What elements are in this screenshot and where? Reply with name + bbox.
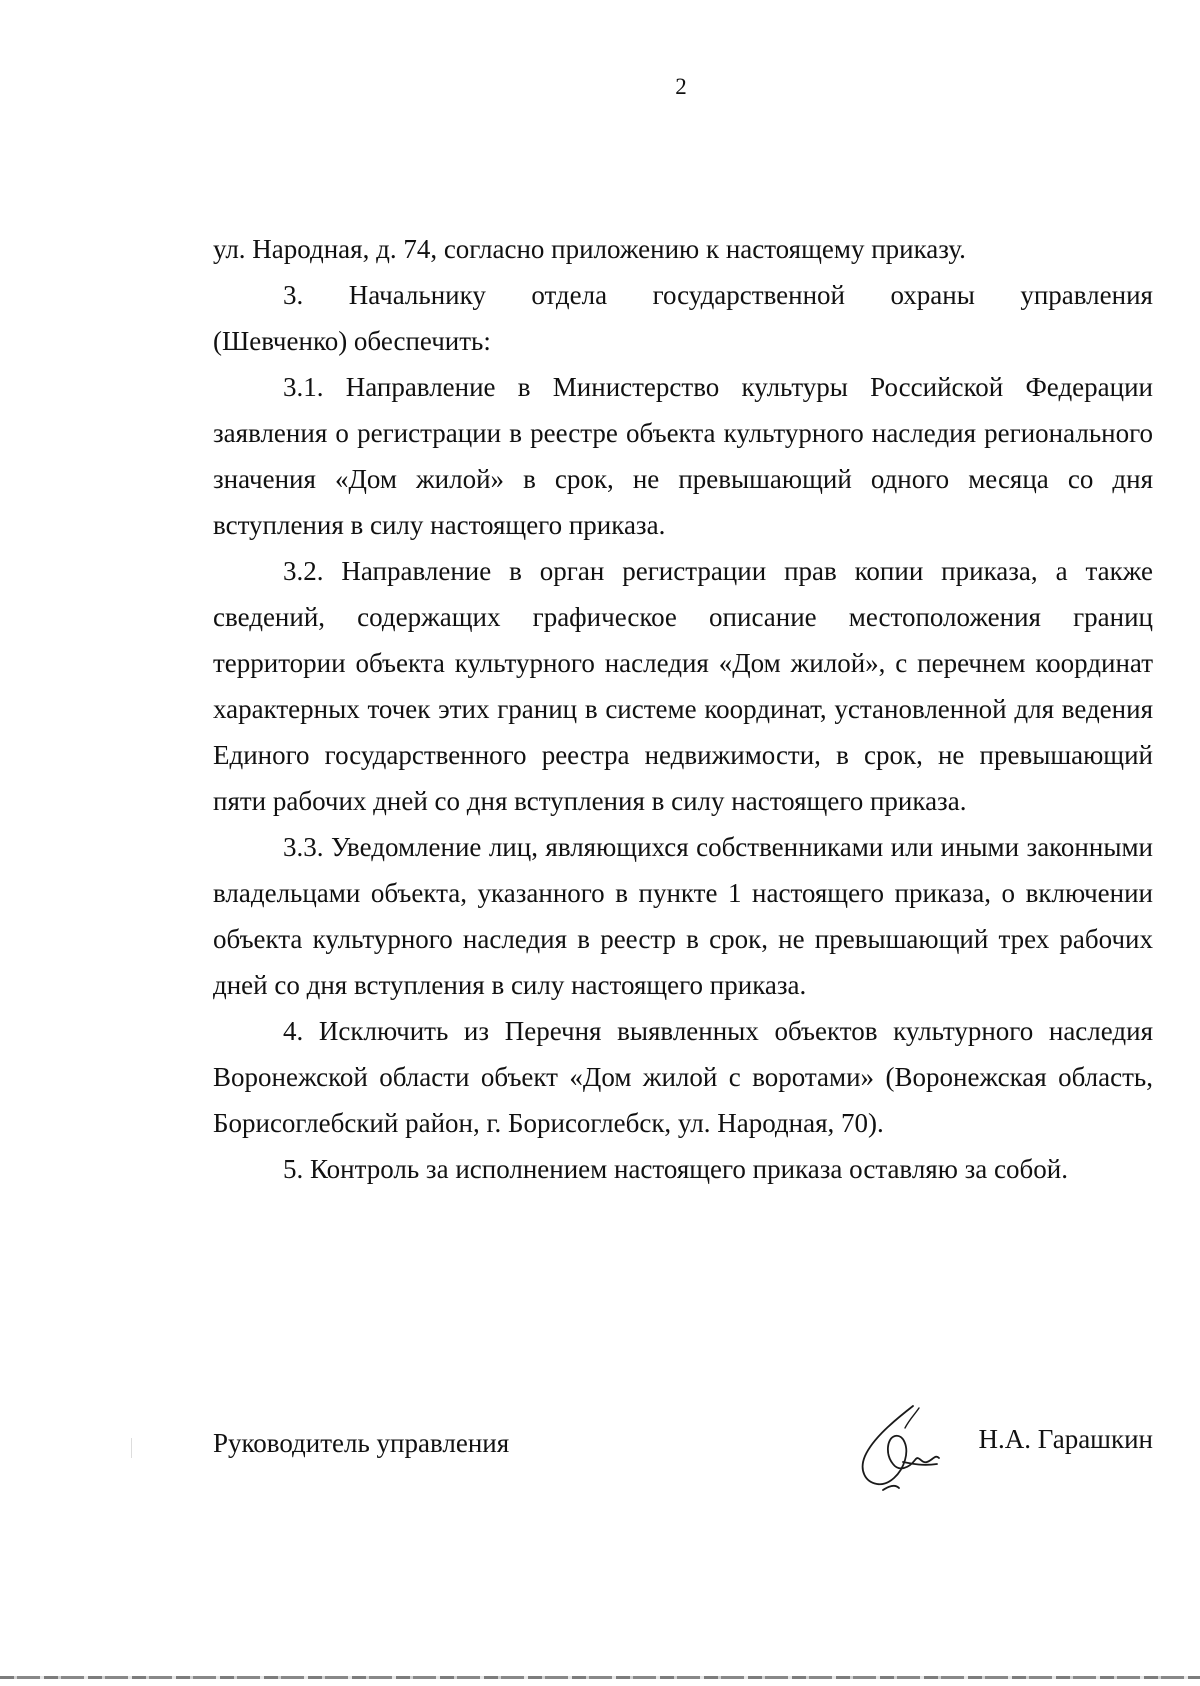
paragraph-5: 5. Контроль за исполнением настоящего приказа оставляю за собой. bbox=[283, 1154, 1068, 1184]
handwritten-signature-icon bbox=[843, 1398, 953, 1498]
paragraph-3-word: государственной bbox=[652, 280, 845, 310]
paragraph-3-word: управления bbox=[1020, 280, 1153, 310]
page-number: 2 bbox=[675, 74, 687, 99]
paragraph-3 bbox=[213, 272, 1153, 364]
paragraph-3-word: охраны bbox=[890, 280, 975, 310]
signatory-position: Руководитель управления bbox=[213, 1428, 510, 1458]
paragraph-4: 4. Исключить из Перечня выявленных объектов культурного наследия Воронежской области объект «Дом жилой с воротами» (Воронежская область, Борисоглебский район, г. Борисоглебск, ул. Народная, 70). bbox=[213, 1016, 1153, 1138]
signatory-name: Н.А. Гарашкин bbox=[978, 1424, 1153, 1454]
paragraph-3-1: 3.1. Направление в Министерство культуры Российской Федерации заявления о регистрации в реестре объекта культурного наследия регионального значения «Дом жилой» в срок, не превышающий одного месяца со дня вступления в силу настоящего приказа. bbox=[213, 372, 1153, 540]
paragraph-3-2: 3.2. Направление в орган регистрации прав копии приказа, а также сведений, содержащих графическое описание местоположения границ территории объекта культурного наследия «Дом жилой», с перечнем координат характерных точек этих границ в системе координат, установленной для ведения Единого государственного реестра недвижимости, в срок, не превышающий пяти рабочих дней со дня вступления в силу настоящего приказа. bbox=[213, 556, 1153, 816]
paragraph-3-rest: (Шевченко) обеспечить: bbox=[213, 326, 491, 356]
document-body bbox=[213, 226, 1153, 1192]
paragraph-continuation: ул. Народная, д. 74, согласно приложению к настоящему приказу. bbox=[213, 234, 966, 264]
paragraph-3-word: Начальнику bbox=[348, 280, 486, 310]
signature-block bbox=[213, 1420, 1153, 1520]
paragraph-3-word: отдела bbox=[531, 280, 608, 310]
paragraph-3-first-line bbox=[213, 272, 1153, 318]
paragraph-3-number: 3. bbox=[283, 280, 304, 310]
scan-bottom-edge bbox=[0, 1676, 1200, 1679]
scan-margin-mark bbox=[131, 1438, 132, 1458]
paragraph-3-3: 3.3. Уведомление лиц, являющихся собственниками или иными законными владельцами объекта, указанного в пункте 1 настоящего приказа, о включении объекта культурного наследия в реестр в срок, не превышающий трех рабочих дней со дня вступления в силу настоящего приказа. bbox=[213, 832, 1153, 1000]
